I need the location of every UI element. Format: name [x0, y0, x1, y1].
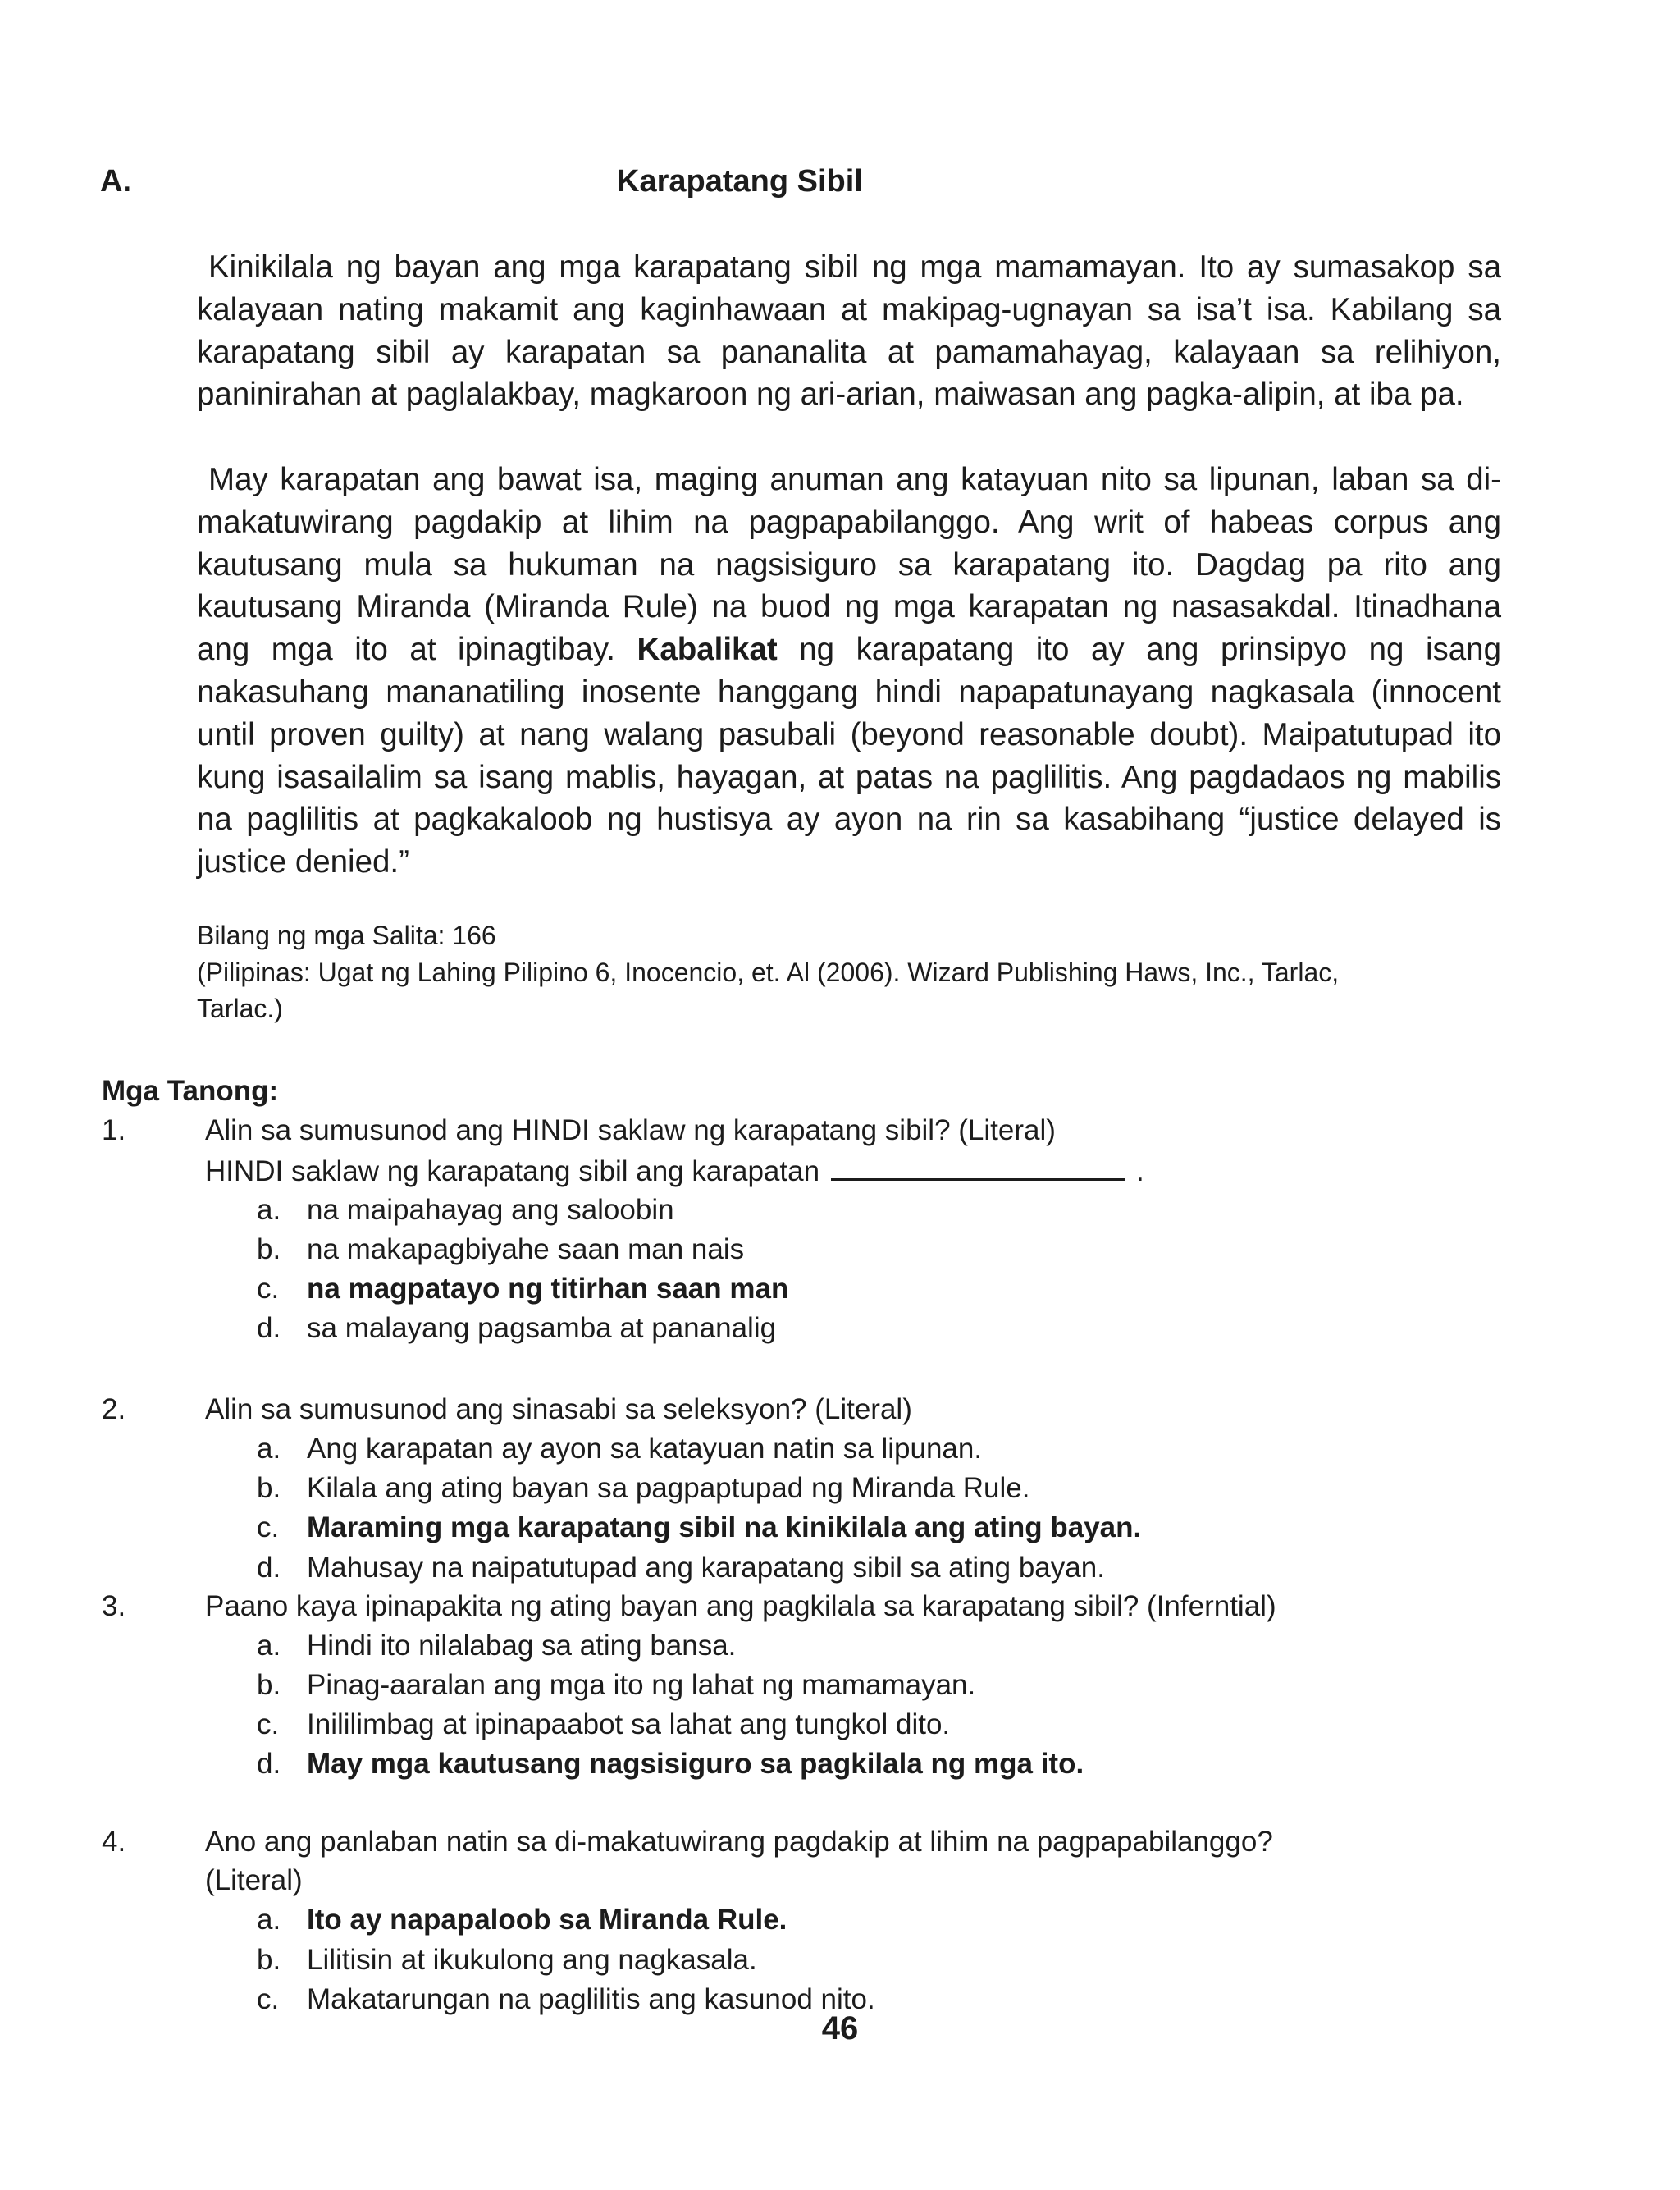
option-letter: b.	[257, 1472, 281, 1504]
paragraph-1-text: Kinikilala ng bayan ang mga karapatang sibil ng mga mamamayan. Ito ay sumasakop sa kalayaan nating makamit ang kaginhawaan at makipag-ugnayan sa isa’t isa. Kabilang sa karapatang sibil ay karapatan sa pananalita at pamamahayag, kalayaan sa relihiyon, paninirahan at paglalakbay, magkaroon ng ari-arian, maiwasan ang pagka-alipin, at iba pa.	[197, 249, 1501, 413]
source-citation: (Pilipinas: Ugat ng Lahing Pilipino 6, Inocencio, et. Al (2006). Wizard Publishing Haws, Inc., Tarlac, Tarlac.)	[197, 958, 1340, 1023]
paragraph-2-text-end: ng karapatang ito ay ang prinsipyo ng isang nakasuhang mananatiling inosente hanggang hindi napapatunayang nagkasala (innocent until proven guilty) at nang walang pasubali (beyond reasonable doubt). Maipatutupad ito kung isasailalim sa isang mablis, hayagan, at patas na paglilitis. Ang pagdadaos ng mabilis na paglilitis at pagkakaloob ng hustisya ay ayon na rin sa kasabihang “justice delayed is justice denied.”	[197, 632, 1501, 880]
word-count: Bilang ng mga Salita: 166	[197, 921, 496, 950]
option-text-correct: na magpatayo ng titirhan saan man	[307, 1273, 789, 1305]
option-text: na makapagbiyahe saan man nais	[307, 1233, 745, 1265]
option-letter: b.	[257, 1944, 281, 1976]
option-letter: a.	[257, 1630, 281, 1662]
option-text: Pinag-aaralan ang mga ito ng lahat ng mamamayan.	[307, 1669, 976, 1701]
question-1-text: Alin sa sumusunod ang HINDI saklaw ng karapatang sibil? (Literal)	[205, 1114, 1056, 1146]
question-4-text-line2: (Literal)	[205, 1864, 303, 1896]
option-letter: a.	[257, 1194, 281, 1226]
option-text: na maipahayag ang saloobin	[307, 1194, 674, 1226]
option-letter: b.	[257, 1669, 281, 1701]
question-2-number: 2.	[102, 1393, 126, 1425]
question-4-number: 4.	[102, 1826, 126, 1858]
option-text: Mahusay na naipatutupad ang karapatang sibil sa ating bayan.	[307, 1552, 1105, 1584]
option-letter: b.	[257, 1233, 281, 1265]
question-4-text: Ano ang panlaban natin sa di-makatuwirang pagdakip at lihim na pagpapabilanggo?	[205, 1826, 1273, 1858]
option-text: Inililimbag at ipinapaabot sa lahat ang tungkol dito.	[307, 1708, 951, 1740]
page-number: 46	[821, 2010, 859, 2046]
passage-paragraph-2	[197, 459, 1501, 884]
option-letter: d.	[257, 1552, 281, 1584]
option-text: Ang karapatan ay ayon sa katayuan natin sa lipunan.	[307, 1433, 983, 1465]
questions-heading: Mga Tanong:	[102, 1075, 279, 1107]
question-2-text: Alin sa sumusunod ang sinasabi sa seleksyon? (Literal)	[205, 1393, 912, 1425]
option-letter: c.	[257, 1273, 280, 1305]
section-title: Karapatang Sibil	[617, 164, 863, 199]
option-text-correct: Maraming mga karapatang sibil na kinikilala ang ating bayan.	[307, 1511, 1142, 1543]
question-1-stem-text: HINDI saklaw ng karapatang sibil ang karapatan	[205, 1155, 820, 1187]
answer-blank	[831, 1154, 1125, 1181]
question-1-number: 1.	[102, 1114, 126, 1146]
question-3-text: Paano kaya ipinapakita ng ating bayan ang pagkilala sa karapatang sibil? (Inferntial)	[205, 1590, 1276, 1622]
option-text: Lilitisin at ikukulong ang nagkasala.	[307, 1944, 757, 1976]
option-text-correct: May mga kautusang nagsisiguro sa pagkilala ng mga ito.	[307, 1748, 1084, 1780]
option-text: Kilala ang ating bayan sa pagpaptupad ng Miranda Rule.	[307, 1472, 1030, 1504]
option-text: Makatarungan na paglilitis ang kasunod nito.	[307, 1983, 875, 2015]
option-letter: c.	[257, 1708, 280, 1740]
paragraph-2-bold-term: Kabalikat	[637, 632, 778, 668]
option-letter: c.	[257, 1983, 280, 2015]
paragraph-2-text-start: May karapatan ang bawat isa, maging anuman ang katayuan nito sa lipunan, laban sa di-makatuwirang pagdakip at lihim na pagpapabilanggo. Ang writ of habeas corpus ang kautusang mula sa hukuman na nagsisiguro sa karapatang ito. Dagdag pa rito ang kautusang Miranda (Miranda Rule) na buod ng mga karapatan ng nasasakdal. Itinadhana ang mga ito at ipinagtibay.	[197, 462, 1501, 668]
option-letter: c.	[257, 1511, 280, 1543]
option-text: Hindi ito nilalabag sa ating bansa.	[307, 1630, 737, 1662]
option-text: sa malayang pagsamba at pananalig	[307, 1312, 777, 1344]
section-letter: A.	[100, 164, 131, 199]
option-text-correct: Ito ay napapaloob sa Miranda Rule.	[307, 1904, 788, 1936]
question-1-stem	[205, 1154, 1144, 1188]
question-3-number: 3.	[102, 1590, 126, 1622]
option-letter: d.	[257, 1312, 281, 1344]
option-letter: a.	[257, 1433, 281, 1465]
option-letter: d.	[257, 1748, 281, 1780]
passage-paragraph-1	[197, 246, 1501, 416]
option-letter: a.	[257, 1904, 281, 1936]
question-1-stem-end: .	[1136, 1155, 1144, 1187]
